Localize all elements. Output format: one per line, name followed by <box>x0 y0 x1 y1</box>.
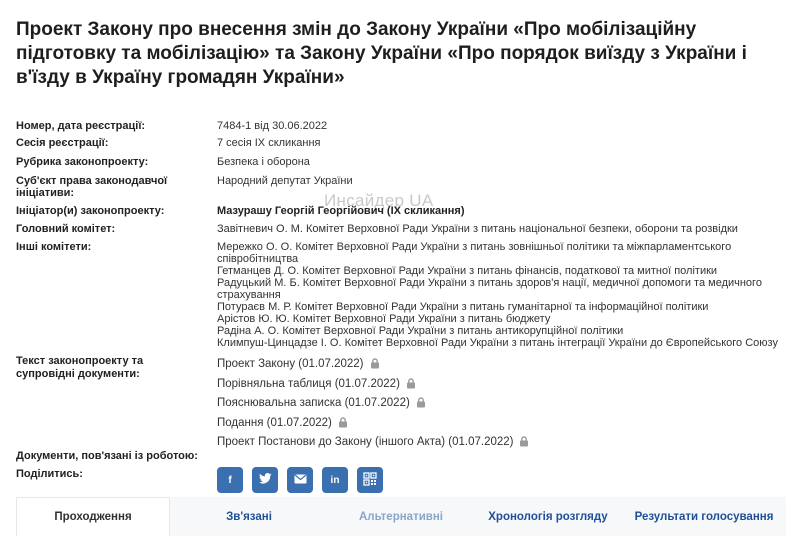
field-number-date <box>16 120 786 134</box>
email-share-button[interactable] <box>287 467 313 493</box>
tab-related[interactable]: Зв'язані <box>226 510 272 523</box>
committee-item: Потураєв М. Р. Комітет Верховної Ради України з питань гуманітарної та інформаційної політики <box>217 301 709 313</box>
qr-code-icon <box>363 472 377 489</box>
tab-bar <box>16 497 786 536</box>
committee-item: Арістов Ю. Ю. Комітет Верховної Ради України з питань бюджету <box>217 313 551 325</box>
document-link[interactable]: Подання (01.07.2022) <box>217 416 332 429</box>
field-other-committees <box>16 241 786 351</box>
lock-icon <box>370 358 380 369</box>
document-link[interactable]: Проект Закону (01.07.2022) <box>217 358 364 370</box>
committee-item: Гетманцев Д. О. Комітет Верховної Ради України з питань фінансів, податкової та митної політики <box>217 265 718 277</box>
document-link[interactable]: Проект Постанови до Закону (іншого Акта) (01.07.2022) <box>217 436 514 448</box>
lock-icon <box>416 397 426 408</box>
tab-alternative[interactable]: Альтернативні <box>359 510 443 523</box>
linkedin-share-button[interactable] <box>322 467 348 493</box>
field-subject <box>16 175 786 201</box>
field-initiator <box>16 205 786 219</box>
field-label: Головний комітет: <box>16 223 116 235</box>
committee-item: Радуцький М. Б. Комітет Верховної Ради України з питань здоров'я нації, медичної допомоги та медичного страхування <box>217 277 762 301</box>
field-label: Сесія реєстрації: <box>16 137 109 149</box>
document-link[interactable]: Порівняльна таблиця (01.07.2022) <box>217 377 400 390</box>
committee-list <box>217 241 787 349</box>
qr-code-button[interactable] <box>357 467 383 493</box>
tab-chronology[interactable]: Хронологія розгляду <box>488 510 608 523</box>
field-share <box>16 468 786 482</box>
field-rubric <box>16 156 786 170</box>
share-buttons <box>217 467 383 493</box>
lock-icon <box>519 436 529 447</box>
facebook-share-button[interactable] <box>217 467 243 493</box>
field-label: Суб'єкт права законодавчої ініціативи: <box>16 175 168 199</box>
initiator-link[interactable]: Мазурашу Георгій Георгійович (IX скликання) <box>217 205 465 217</box>
twitter-share-button[interactable] <box>252 467 278 493</box>
field-value: Завітневич О. М. Комітет Верховної Ради України з питань національної безпеки, оборони та розвідки <box>217 223 738 235</box>
committee-item: Радіна А. О. Комітет Верховної Ради України з питань антикорупційної політики <box>217 325 624 337</box>
field-label: Ініціатор(и) законопроекту: <box>16 205 165 217</box>
field-documents <box>16 355 786 450</box>
field-label: Текст законопроекту та супровідні документи: <box>16 355 144 380</box>
lock-icon <box>338 417 348 428</box>
field-label: Інші комітети: <box>16 241 92 253</box>
field-related-docs <box>16 450 786 464</box>
document-item <box>217 417 787 437</box>
linkedin-icon: in <box>330 474 340 486</box>
field-label: Документи, пов'язані із роботою: <box>16 450 198 462</box>
field-value: 7 сесія IX скликання <box>217 137 321 149</box>
document-item <box>217 397 787 417</box>
document-item <box>217 378 787 398</box>
field-label: Номер, дата реєстрації: <box>16 120 146 132</box>
documents-list <box>217 358 787 456</box>
twitter-icon <box>259 473 272 487</box>
committee-item: Климпуш-Цинцадзе І. О. Комітет Верховної Ради України з питань інтеграції України до Європейського Союзу <box>217 337 778 349</box>
field-value: 7484-1 від 30.06.2022 <box>217 120 328 132</box>
tab-voting-results[interactable]: Результати голосування <box>634 510 774 523</box>
field-value: Безпека і оборона <box>217 156 310 168</box>
field-main-committee <box>16 223 786 237</box>
tab-passage[interactable]: Проходження <box>16 497 170 536</box>
email-icon <box>294 474 307 487</box>
document-item <box>217 358 787 378</box>
field-label: Рубрика законопроекту: <box>16 156 149 168</box>
field-session <box>16 137 786 151</box>
document-link[interactable]: Пояснювальна записка (01.07.2022) <box>217 397 410 409</box>
field-label: Поділитись: <box>16 468 83 480</box>
lock-icon <box>406 378 416 389</box>
facebook-icon: f <box>228 474 232 486</box>
field-value: Народний депутат України <box>217 175 353 187</box>
page-title: Проект Закону про внесення змін до Закону України «Про мобілізаційну підготовку та мобілізацію» та Закону України «Про порядок виїзду з України і в'їзду в Україну громадян України» <box>16 19 747 88</box>
committee-item: Мережко О. О. Комітет Верховної Ради України з питань зовнішньої політики та міжпарламентського співробітництва <box>217 241 732 265</box>
watermark: Инсайдер UA <box>324 191 434 210</box>
